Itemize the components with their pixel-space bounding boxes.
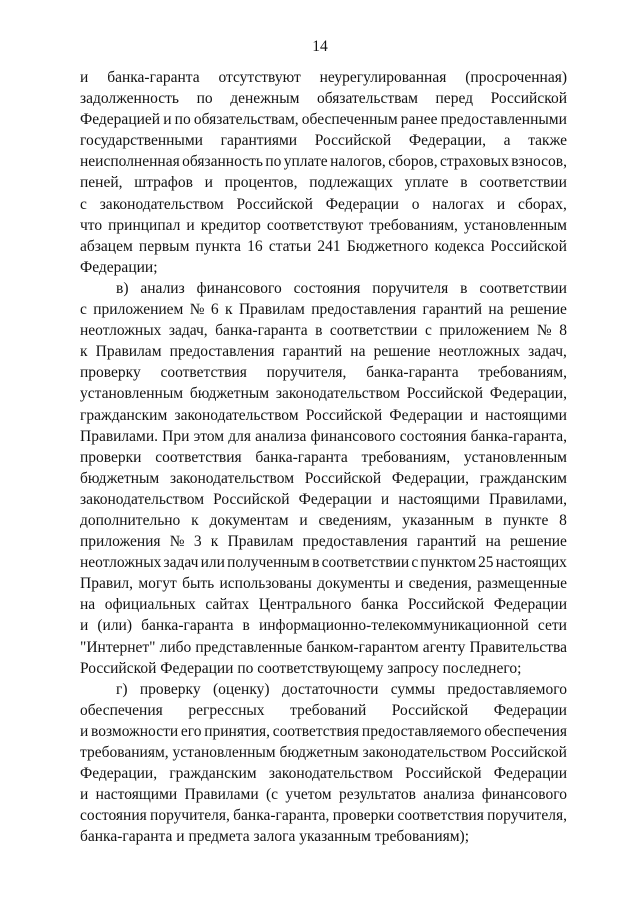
text-line: банка-гаранта и предмета залога указанным требованиям); bbox=[80, 828, 470, 846]
word: быть bbox=[182, 575, 215, 593]
word: задач, bbox=[168, 322, 208, 340]
word: сборов, bbox=[388, 153, 438, 171]
word: Бюджетного bbox=[346, 237, 429, 255]
word: и bbox=[380, 490, 390, 508]
word: анализа bbox=[255, 427, 307, 445]
word: установленным bbox=[463, 448, 567, 466]
word: а bbox=[503, 132, 511, 150]
word: настоящих bbox=[495, 554, 567, 572]
word: 25 bbox=[478, 554, 494, 572]
word: Правилами, bbox=[488, 490, 567, 508]
word: с bbox=[80, 301, 87, 319]
word: 3 bbox=[193, 533, 202, 551]
word: Российской bbox=[391, 701, 469, 719]
document-body bbox=[80, 67, 567, 847]
word: и bbox=[469, 406, 479, 424]
text-line bbox=[80, 88, 567, 109]
word: пункта bbox=[195, 237, 242, 255]
word: сайтах bbox=[205, 596, 250, 614]
word: что bbox=[80, 216, 103, 234]
word: Федерации bbox=[493, 701, 567, 719]
word: сведениям, bbox=[318, 511, 392, 529]
word: проверку bbox=[139, 680, 201, 698]
word: результатов bbox=[338, 786, 416, 804]
word: обязательствам bbox=[317, 90, 418, 108]
word: гражданским bbox=[479, 469, 567, 487]
word: либо bbox=[159, 638, 192, 656]
word: кредитор bbox=[200, 216, 261, 234]
word: к bbox=[210, 533, 219, 551]
word: анализ bbox=[140, 279, 185, 297]
word: суммы bbox=[390, 680, 435, 698]
word: уплате bbox=[283, 153, 328, 171]
word: приложения bbox=[80, 533, 161, 551]
word: обеспечения bbox=[484, 722, 567, 740]
word: документы bbox=[317, 575, 390, 593]
word: поручителя, bbox=[150, 807, 230, 825]
word: настоящими bbox=[398, 490, 480, 508]
word: № bbox=[536, 322, 552, 340]
word: анализа bbox=[423, 786, 475, 804]
word: пунктом bbox=[420, 554, 476, 572]
word: представленные bbox=[195, 638, 303, 656]
word: предоставления bbox=[169, 343, 275, 361]
word: Российской bbox=[490, 90, 567, 108]
text-line bbox=[80, 236, 567, 257]
word: и bbox=[186, 216, 195, 234]
word: требований bbox=[290, 701, 367, 719]
word: по bbox=[265, 153, 282, 171]
word: состояния bbox=[80, 807, 147, 825]
text-line bbox=[80, 130, 567, 151]
word: 8 bbox=[559, 511, 567, 529]
word: неотложных bbox=[438, 343, 520, 361]
word: Российской bbox=[490, 744, 567, 761]
word: и bbox=[80, 617, 89, 635]
word: г) bbox=[116, 680, 128, 698]
word: соответствия bbox=[272, 722, 360, 740]
word: предоставляемого bbox=[447, 680, 567, 698]
word: банка-гаранта, bbox=[470, 427, 567, 445]
word: законодательством bbox=[362, 744, 487, 761]
word: на bbox=[488, 301, 504, 319]
word: Центрального bbox=[258, 596, 352, 614]
word: и bbox=[80, 786, 89, 804]
word: государственными bbox=[80, 132, 203, 150]
word: абзацем bbox=[80, 237, 133, 255]
word: в bbox=[484, 511, 493, 529]
word: требованиям, bbox=[361, 448, 451, 466]
word: Федерации bbox=[298, 490, 372, 508]
word: и bbox=[496, 195, 506, 213]
word: обеспечения bbox=[80, 701, 163, 719]
word: (оценку) bbox=[212, 680, 270, 698]
word: или bbox=[200, 554, 225, 572]
word: гарантий bbox=[416, 533, 477, 551]
word: отсутствуют bbox=[218, 69, 301, 86]
word: настоящими bbox=[485, 406, 567, 424]
word: Федерации, bbox=[391, 469, 469, 487]
word: настоящими bbox=[95, 786, 178, 804]
word: задолженность bbox=[80, 90, 180, 108]
word: банка-гаранта bbox=[215, 322, 308, 340]
word: банка bbox=[360, 596, 399, 614]
text-line bbox=[80, 679, 567, 700]
word: предоставления bbox=[302, 533, 408, 551]
word: решение bbox=[510, 533, 567, 551]
word: использованы bbox=[219, 575, 312, 593]
text-line bbox=[80, 320, 567, 341]
word: финансового bbox=[481, 786, 567, 804]
word: предоставления bbox=[311, 301, 417, 319]
text-line bbox=[80, 447, 567, 468]
word: штрафов bbox=[134, 174, 193, 192]
word: уплате bbox=[404, 174, 449, 192]
word: полученным bbox=[227, 554, 310, 572]
word: регрессных bbox=[188, 701, 265, 719]
word: Правилам bbox=[238, 301, 305, 319]
word: сети bbox=[537, 617, 567, 635]
word: финансового bbox=[196, 279, 282, 297]
word: в bbox=[460, 174, 468, 192]
word: принципал bbox=[108, 216, 181, 234]
word: на bbox=[485, 533, 501, 551]
word: с bbox=[411, 554, 419, 572]
word: банка-гаранта bbox=[366, 364, 459, 382]
text-line bbox=[80, 215, 567, 236]
word: возможности bbox=[91, 722, 179, 740]
word: неотложных bbox=[80, 554, 162, 572]
word: налогах bbox=[432, 195, 485, 213]
word: кодекса bbox=[434, 237, 485, 255]
word: и bbox=[204, 174, 213, 192]
word: подлежащих bbox=[309, 174, 393, 192]
word: состояния bbox=[399, 427, 467, 445]
word: в bbox=[312, 554, 320, 572]
word: приложением bbox=[439, 322, 530, 340]
word: бюджетным bbox=[189, 385, 270, 403]
word: обязательствам, bbox=[193, 111, 299, 129]
word: установленным bbox=[463, 216, 567, 234]
text-line bbox=[80, 721, 567, 742]
word: Правилами. bbox=[80, 427, 159, 445]
word: финансового bbox=[310, 427, 396, 445]
word: законодательством bbox=[80, 490, 205, 508]
word: Федерации, bbox=[408, 132, 486, 150]
word: в bbox=[242, 617, 250, 635]
text-line bbox=[80, 742, 567, 763]
text-line bbox=[80, 172, 567, 193]
text-line bbox=[80, 278, 567, 299]
word: соответствии bbox=[329, 322, 418, 340]
word: приложением bbox=[93, 301, 184, 319]
word: в bbox=[460, 279, 468, 297]
word: 16 bbox=[247, 237, 263, 255]
word: соответствии bbox=[479, 174, 567, 192]
word: страховых bbox=[439, 153, 509, 171]
word: информационно-телекоммуникационной bbox=[258, 617, 529, 635]
word: соответствуют bbox=[266, 216, 364, 234]
word: требованиям, bbox=[369, 216, 458, 234]
word: банка-гаранта, bbox=[233, 807, 330, 825]
word: о bbox=[411, 195, 420, 213]
word: 241 bbox=[317, 237, 341, 255]
word: законодательством bbox=[268, 765, 393, 783]
word: могут bbox=[138, 575, 177, 593]
word: Федерации, bbox=[489, 385, 567, 403]
word: в) bbox=[116, 279, 129, 297]
word: Правилам bbox=[227, 533, 294, 551]
word: также bbox=[528, 132, 567, 150]
word: Правительства bbox=[469, 638, 567, 656]
text-line bbox=[80, 637, 567, 658]
word: документам bbox=[209, 511, 289, 529]
word: Российской bbox=[405, 765, 482, 783]
word: к bbox=[191, 511, 199, 529]
text-line bbox=[80, 594, 567, 615]
word: 8 bbox=[559, 322, 567, 340]
word: проверки bbox=[80, 448, 142, 466]
word: первым bbox=[138, 237, 190, 255]
word: Правил, bbox=[80, 575, 134, 593]
word: банка-гаранта bbox=[107, 69, 200, 86]
word: налогов, bbox=[330, 153, 386, 171]
word: (с bbox=[265, 786, 279, 804]
word: к bbox=[80, 343, 88, 361]
word: требованиям, bbox=[80, 744, 169, 761]
word: обязанность bbox=[182, 153, 263, 171]
word: законодательством bbox=[275, 385, 400, 403]
word: "Интернет" bbox=[80, 638, 156, 656]
word: достаточности bbox=[281, 680, 379, 698]
word: Федерации bbox=[493, 765, 567, 783]
word: задач, bbox=[528, 343, 567, 361]
text-line bbox=[80, 341, 567, 362]
word: и bbox=[299, 511, 308, 529]
word: статьи bbox=[268, 237, 312, 255]
text-line bbox=[80, 700, 567, 721]
word: установленным bbox=[80, 385, 184, 403]
text-line bbox=[80, 109, 567, 130]
word: учетом bbox=[285, 786, 332, 804]
word: этом bbox=[193, 427, 225, 445]
word: банком-гарантом bbox=[306, 638, 419, 656]
word: банка-гаранта bbox=[141, 617, 234, 635]
word: (или) bbox=[97, 617, 133, 635]
word: неотложных bbox=[80, 322, 162, 340]
text-line bbox=[80, 573, 567, 594]
word: обеспеченным bbox=[301, 111, 398, 129]
word: гарантиями bbox=[220, 132, 298, 150]
word: Российской bbox=[304, 469, 382, 487]
word: законодательством bbox=[99, 195, 224, 213]
word: и bbox=[395, 575, 404, 593]
word: гражданским bbox=[169, 765, 257, 783]
word: Российской bbox=[490, 237, 567, 255]
word: дополнительно bbox=[80, 511, 181, 529]
word: и bbox=[80, 722, 89, 740]
text-line bbox=[80, 194, 567, 215]
word: проверки bbox=[332, 807, 395, 825]
text-line bbox=[80, 489, 567, 510]
word: решение bbox=[373, 343, 431, 361]
word: Федерации, bbox=[80, 765, 158, 783]
word: Российской bbox=[236, 195, 313, 213]
word: по bbox=[196, 90, 213, 108]
word: При bbox=[162, 427, 190, 445]
word: с bbox=[424, 322, 432, 340]
word: гарантий bbox=[422, 301, 483, 319]
text-line bbox=[80, 67, 567, 88]
word: проверку bbox=[80, 364, 141, 382]
text-line bbox=[80, 362, 567, 383]
word: соответствия bbox=[155, 448, 242, 466]
word: и bbox=[163, 111, 172, 129]
word: задач bbox=[163, 554, 199, 572]
text-line bbox=[80, 383, 567, 404]
text-line bbox=[80, 468, 567, 489]
word: законодательством bbox=[169, 469, 295, 487]
word: с bbox=[80, 195, 87, 213]
word: процентов, bbox=[224, 174, 298, 192]
word: пеней, bbox=[80, 174, 123, 192]
word: Правилам bbox=[95, 343, 162, 361]
word: Федерацией bbox=[80, 111, 161, 129]
word: бюджетным bbox=[279, 744, 359, 761]
word: официальных bbox=[104, 596, 196, 614]
text-line: Федерации; bbox=[80, 258, 158, 276]
page-number: 14 bbox=[312, 38, 328, 55]
word: денежным bbox=[230, 90, 300, 108]
word: по bbox=[174, 111, 191, 129]
word: Российской bbox=[406, 385, 484, 403]
word: указанным bbox=[402, 511, 475, 529]
word: взносов, bbox=[511, 153, 567, 171]
word: сборах, bbox=[517, 195, 567, 213]
word: соответствия bbox=[397, 807, 484, 825]
text-line bbox=[80, 615, 567, 636]
word: агенту bbox=[422, 638, 466, 656]
word: размещенные bbox=[477, 575, 567, 593]
text-line bbox=[80, 299, 567, 320]
word: состояния bbox=[293, 279, 361, 297]
text-line: Российской Федерации по соответствующему запросу последнего; bbox=[80, 659, 522, 677]
word: сведения, bbox=[408, 575, 472, 593]
word: поручителя, bbox=[266, 364, 347, 382]
word: пункте bbox=[503, 511, 549, 529]
word: неурегулированная bbox=[319, 69, 447, 86]
word: ранее bbox=[400, 111, 438, 129]
word: соответствии bbox=[479, 279, 567, 297]
word: 6 bbox=[210, 301, 219, 319]
word: гарантий bbox=[282, 343, 343, 361]
text-line bbox=[80, 426, 567, 447]
word: предоставленными bbox=[440, 111, 567, 129]
text-line bbox=[80, 805, 567, 826]
text-line bbox=[80, 151, 567, 172]
text-line bbox=[80, 552, 567, 573]
word: принятия, bbox=[204, 722, 271, 740]
word: Федерации bbox=[493, 596, 567, 614]
word: (просроченная) bbox=[465, 69, 567, 86]
word: и bbox=[80, 69, 89, 86]
word: Федерации bbox=[325, 195, 399, 213]
word: поручителя bbox=[372, 279, 449, 297]
word: для bbox=[228, 427, 251, 445]
word: № bbox=[189, 301, 205, 319]
word: бюджетным bbox=[80, 469, 160, 487]
word: Российской bbox=[314, 132, 392, 150]
word: неисполненная bbox=[80, 153, 180, 171]
word: установленным bbox=[172, 744, 276, 761]
word: требованиям, bbox=[478, 364, 567, 382]
word: на bbox=[350, 343, 366, 361]
text-line bbox=[80, 510, 567, 531]
word: в bbox=[315, 322, 323, 340]
word: № bbox=[169, 533, 185, 551]
word: соответствия bbox=[160, 364, 247, 382]
text-line bbox=[80, 405, 567, 426]
word: банка-гаранта bbox=[255, 448, 348, 466]
word: поручителя, bbox=[487, 807, 567, 825]
word: Правилами bbox=[184, 786, 259, 804]
text-line bbox=[80, 531, 567, 552]
word: Федерации bbox=[389, 406, 463, 424]
text-line bbox=[80, 763, 567, 784]
word: Российской bbox=[213, 490, 290, 508]
word: к bbox=[225, 301, 233, 319]
word: решение bbox=[509, 301, 567, 319]
word: законодательством bbox=[174, 406, 299, 424]
word: на bbox=[80, 596, 96, 614]
word: гражданским bbox=[80, 406, 168, 424]
word: соответствии bbox=[321, 554, 410, 572]
text-line bbox=[80, 784, 567, 805]
word: перед bbox=[435, 90, 474, 108]
word: Российской bbox=[407, 596, 485, 614]
word: его bbox=[180, 722, 202, 740]
word: Российской bbox=[305, 406, 383, 424]
word: предоставляемого bbox=[361, 722, 482, 740]
